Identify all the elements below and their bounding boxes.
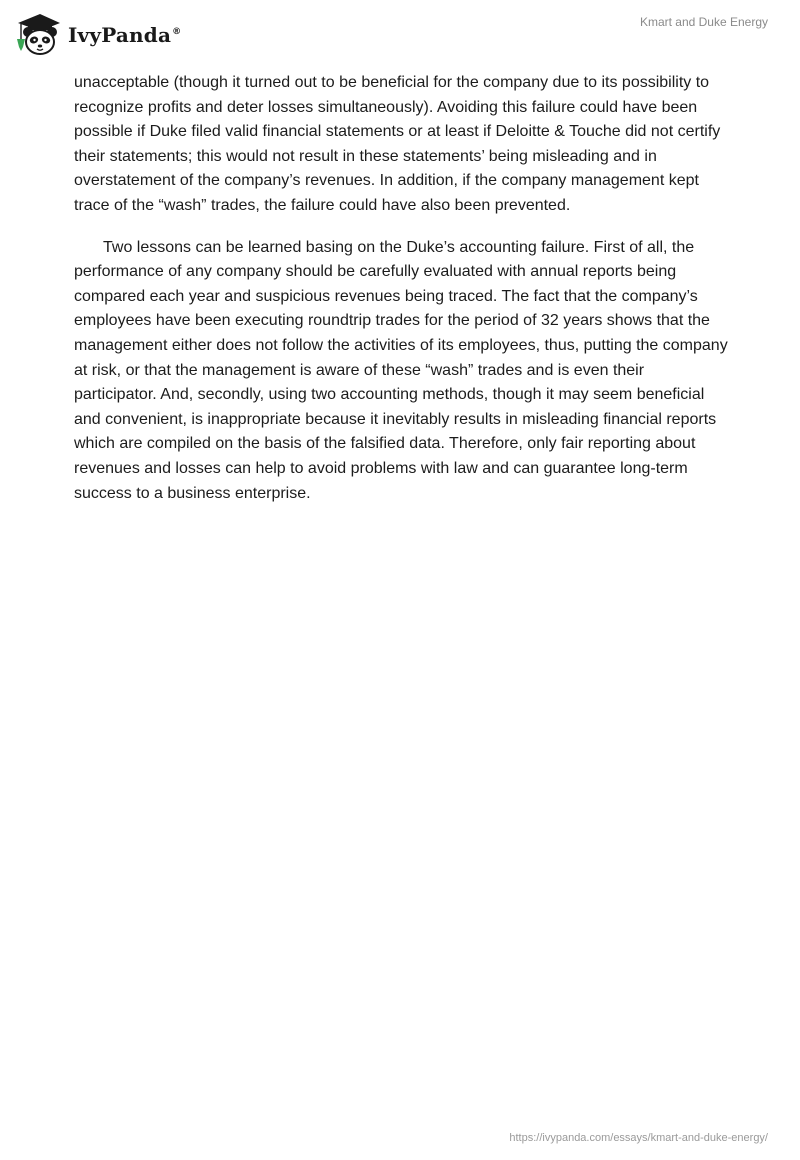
panda-graduation-cap-icon [14,11,62,57]
registered-mark: ® [172,27,182,38]
essay-body [74,71,730,506]
paragraph: Two lessons can be learned basing on the Duke’s accounting failure. First of all, the performance of any company should be carefully evaluated with annual reports being compared each year and suspicious revenues being traced. The fact that the company’s employees have been executing roundtrip trades for the period of 32 years shows that the management either does not follow the activities of its employees, thus, putting the company at risk, or that the management is aware of these “wash” trades and is even their participator. And, secondly, using two accounting methods, though it may seem beneficial and convenient, is inappropriate because it inevitably results in misleading financial reports which are compiled on the basis of the falsified data. Therefore, only fair reporting about revenues and losses can help to avoid problems with law and can guarantee long-term success to a business enterprise. [74,238,728,502]
page-header [0,0,800,64]
paragraph: unacceptable (though it turned out to be beneficial for the company due to its possibility to recognize profits and deter losses simultaneously). Avoiding this failure could have been possible if Duke filed valid financial statements or at least if Deloitte & Touche did not certify their statements; this would not result in these statements’ being misleading and in overstatement of the company’s revenues. In addition, if the company management kept trace of the “wash” trades, the failure could have also been prevented. [74,74,721,214]
brand-name-text: IvyPanda [68,23,172,47]
source-url[interactable]: https://ivypanda.com/essays/kmart-and-duke-energy/ [509,1132,768,1144]
document-title: Kmart and Duke Energy [639,15,768,29]
brand-logo[interactable] [14,8,181,60]
brand-name [68,23,181,47]
